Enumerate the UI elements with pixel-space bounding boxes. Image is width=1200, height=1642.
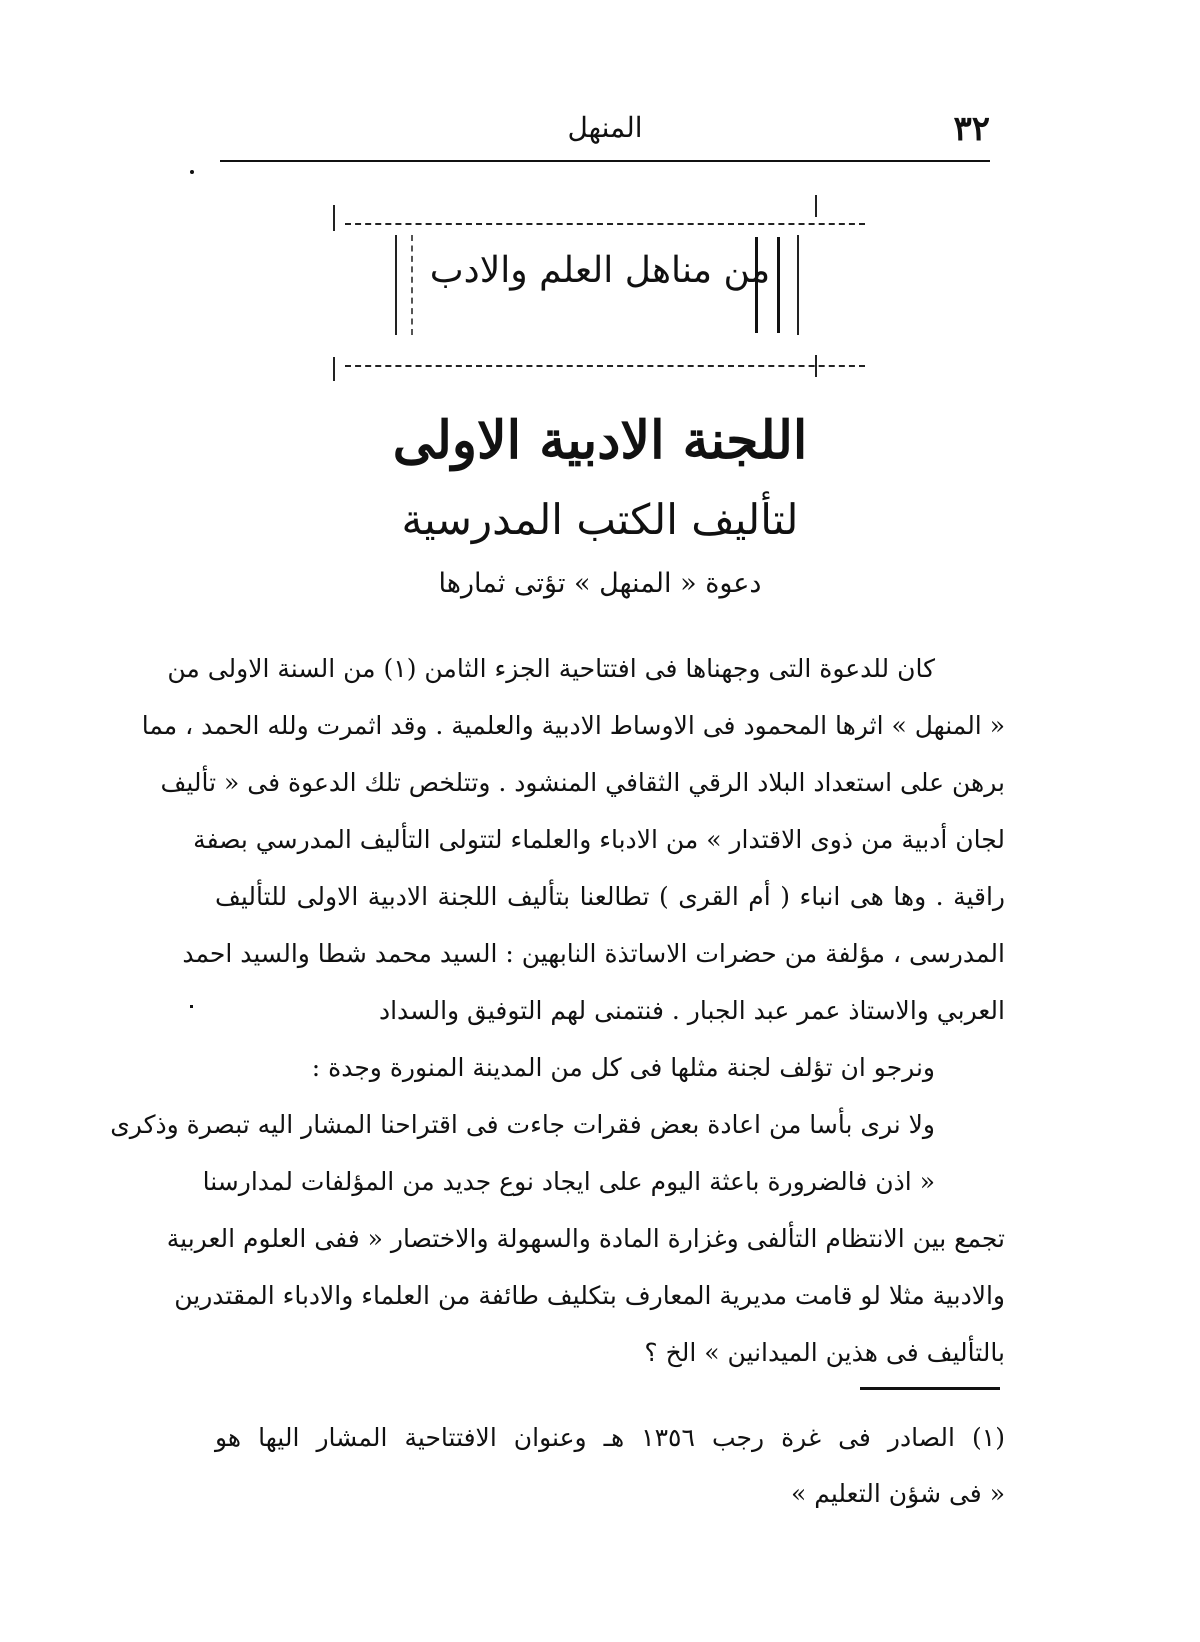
article-tagline: دعوة « المنهل » تؤتى ثمارها xyxy=(438,568,762,599)
print-speck xyxy=(190,1005,193,1008)
body-line: ونرجو ان تؤلف لجنة مثلها فى كل من المدينة المنورة وجدة : xyxy=(311,1053,935,1082)
footnote-line: « فى شؤن التعليم » xyxy=(790,1479,1005,1508)
body-line: « المنهل » اثرها المحمود فى الاوساط الادبية والعلمية . وقد اثمرت ولله الحمد ، مما xyxy=(141,711,1005,740)
body-line: راقية . وها هى انباء ( أم القرى ) تطالعنا بتأليف اللجنة الادبية الاولى للتأليف xyxy=(215,882,1005,911)
print-speck xyxy=(190,170,194,174)
header-rule xyxy=(220,160,990,162)
footnote-line: (١) الصادر فى غرة رجب ١٣٥٦ هـ وعنوان الافتتاحية المشار اليها هو xyxy=(215,1423,1005,1452)
footnote xyxy=(215,1410,1005,1522)
body-line: ولا نرى بأسا من اعادة بعض فقرات جاءت فى اقتراحنا المشار اليه تبصرة وذكرى xyxy=(110,1110,935,1139)
body-line: بالتأليف فى هذين الميدانين » الخ ؟ xyxy=(644,1338,1005,1367)
body-line: العربي والاستاذ عمر عبد الجبار . فنتمنى لهم التوفيق والسداد xyxy=(378,996,1005,1025)
body-line: لجان أدبية من ذوى الاقتدار » من الادباء والعلماء لتتولى التأليف المدرسي بصفة xyxy=(193,825,1005,854)
frame-bottom-dashes xyxy=(345,365,865,367)
body-line: المدرسى ، مؤلفة من حضرات الاساتذة النابهين : السيد محمد شطا والسيد احمد xyxy=(182,939,1005,968)
frame-corner-tick xyxy=(333,205,335,231)
section-title: من مناهل العلم والادب xyxy=(429,250,771,291)
running-header xyxy=(220,105,990,155)
article-title: اللجنة الادبية الاولى xyxy=(392,410,808,471)
body-line: تجمع بين الانتظام التألفى وغزارة المادة والسهولة والاختصار « ففى العلوم العربية xyxy=(166,1224,1005,1253)
article-subtitle: لتأليف الكتب المدرسية xyxy=(401,495,799,544)
frame-corner-tick xyxy=(815,355,817,377)
frame-corner-tick xyxy=(815,195,817,217)
body-line: والادبية مثلا لو قامت مديرية المعارف بتكليف طائفة من العلماء والادباء المقتدرين xyxy=(174,1281,1005,1310)
body-line: « اذن فالضرورة باعثة اليوم على ايجاد نوع جديد من المؤلفات لمدارسنا xyxy=(202,1167,935,1196)
section-frame xyxy=(345,195,865,365)
page-number: ٣٢ xyxy=(953,109,990,149)
frame-top-dashes xyxy=(345,223,865,225)
journal-name: المنهل xyxy=(567,111,643,144)
body-line: برهن على استعداد البلاد الرقي الثقافي المنشود . وتتلخص تلك الدعوة فى « تأليف xyxy=(160,768,1005,797)
frame-corner-tick xyxy=(333,357,335,381)
body-line: كان للدعوة التى وجهناها فى افتتاحية الجزء الثامن (١) من السنة الاولى من xyxy=(167,654,935,683)
footnote-rule xyxy=(860,1387,1000,1390)
article-body xyxy=(110,640,1005,1381)
